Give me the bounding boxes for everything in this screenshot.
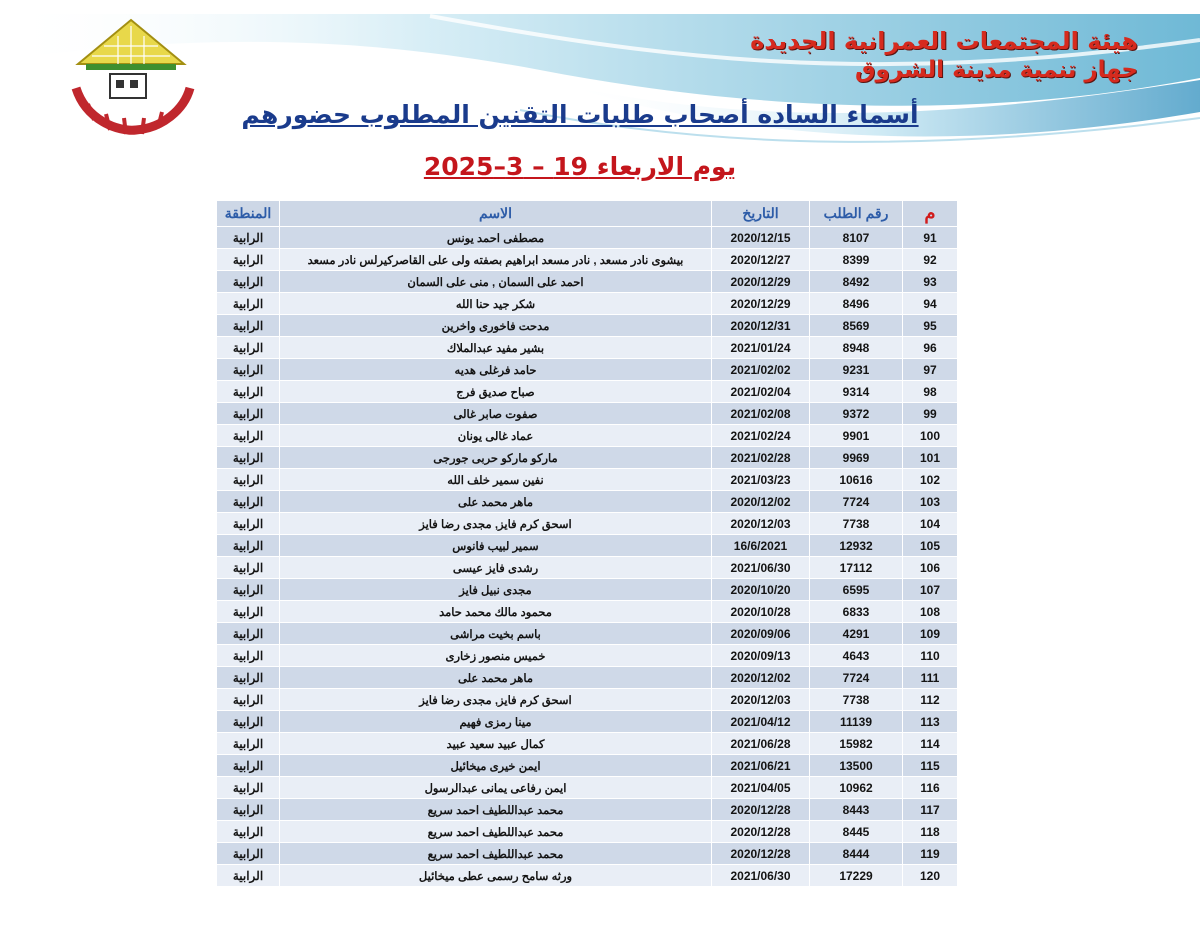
table-row xyxy=(217,227,958,249)
cell-date: 2020/12/28 xyxy=(712,821,810,843)
cell-request: 8399 xyxy=(810,249,903,271)
cell-region: الرابية xyxy=(217,425,280,447)
cell-name: ايمن رفاعى يمانى عبدالرسول xyxy=(280,777,712,799)
cell-region: الرابية xyxy=(217,821,280,843)
cell-request: 7738 xyxy=(810,513,903,535)
cell-name: احمد على السمان , منى على السمان xyxy=(280,271,712,293)
cell-num: 103 xyxy=(903,491,958,513)
cell-request: 8107 xyxy=(810,227,903,249)
cell-request: 8444 xyxy=(810,843,903,865)
cell-date: 2020/12/03 xyxy=(712,689,810,711)
cell-num: 120 xyxy=(903,865,958,887)
cell-request: 10962 xyxy=(810,777,903,799)
cell-date: 2020/12/28 xyxy=(712,843,810,865)
cell-request: 9372 xyxy=(810,403,903,425)
cell-date: 2020/10/20 xyxy=(712,579,810,601)
table-row xyxy=(217,315,958,337)
cell-name: خميس منصور زخارى xyxy=(280,645,712,667)
cell-request: 8496 xyxy=(810,293,903,315)
cell-request: 8443 xyxy=(810,799,903,821)
cell-num: 102 xyxy=(903,469,958,491)
cell-num: 91 xyxy=(903,227,958,249)
cell-region: الرابية xyxy=(217,469,280,491)
cell-name: سمير لبيب فانوس xyxy=(280,535,712,557)
cell-num: 92 xyxy=(903,249,958,271)
table-row xyxy=(217,359,958,381)
cell-date: 2021/06/21 xyxy=(712,755,810,777)
cell-request: 8569 xyxy=(810,315,903,337)
applicants-table xyxy=(216,200,958,887)
cell-num: 117 xyxy=(903,799,958,821)
table-row xyxy=(217,601,958,623)
cell-num: 111 xyxy=(903,667,958,689)
cell-date: 2020/12/28 xyxy=(712,799,810,821)
cell-num: 108 xyxy=(903,601,958,623)
cell-name: مجدى نبيل فايز xyxy=(280,579,712,601)
cell-date: 2020/12/31 xyxy=(712,315,810,337)
cell-name: نفين سمير خلف الله xyxy=(280,469,712,491)
table-row xyxy=(217,535,958,557)
org-name: هيئة المجتمعات العمرانية الجديدة xyxy=(750,27,1138,55)
cell-num: 96 xyxy=(903,337,958,359)
cell-date: 2020/12/02 xyxy=(712,667,810,689)
table-row xyxy=(217,293,958,315)
cell-region: الرابية xyxy=(217,359,280,381)
cell-num: 114 xyxy=(903,733,958,755)
cell-region: الرابية xyxy=(217,623,280,645)
cell-date: 2020/09/13 xyxy=(712,645,810,667)
cell-name: عماد غالى يونان xyxy=(280,425,712,447)
table-row xyxy=(217,667,958,689)
cell-date: 2021/02/24 xyxy=(712,425,810,447)
cell-num: 101 xyxy=(903,447,958,469)
cell-date: 2021/02/28 xyxy=(712,447,810,469)
cell-request: 9901 xyxy=(810,425,903,447)
table-row xyxy=(217,689,958,711)
cell-request: 9969 xyxy=(810,447,903,469)
cell-region: الرابية xyxy=(217,447,280,469)
cell-request: 11139 xyxy=(810,711,903,733)
table-row xyxy=(217,513,958,535)
cell-region: الرابية xyxy=(217,337,280,359)
cell-num: 109 xyxy=(903,623,958,645)
cell-request: 7724 xyxy=(810,667,903,689)
cell-num: 118 xyxy=(903,821,958,843)
table-row xyxy=(217,381,958,403)
cell-num: 107 xyxy=(903,579,958,601)
authority-logo xyxy=(66,16,196,136)
column-header-region: المنطقة xyxy=(217,201,280,227)
cell-date: 2021/06/30 xyxy=(712,557,810,579)
column-header-number: م xyxy=(903,201,958,227)
cell-request: 17229 xyxy=(810,865,903,887)
table-row xyxy=(217,821,958,843)
cell-region: الرابية xyxy=(217,799,280,821)
cell-request: 15982 xyxy=(810,733,903,755)
cell-name: شكر جيد حنا الله xyxy=(280,293,712,315)
cell-region: الرابية xyxy=(217,579,280,601)
cell-name: صباح صديق فرج xyxy=(280,381,712,403)
cell-name: محمد عبداللطيف احمد سريع xyxy=(280,799,712,821)
cell-name: مدحت فاخورى واخرين xyxy=(280,315,712,337)
cell-date: 2021/02/04 xyxy=(712,381,810,403)
cell-num: 116 xyxy=(903,777,958,799)
cell-name: كمال عبيد سعيد عبيد xyxy=(280,733,712,755)
table-row xyxy=(217,755,958,777)
cell-date: 2021/03/23 xyxy=(712,469,810,491)
cell-region: الرابية xyxy=(217,557,280,579)
cell-date: 2021/02/02 xyxy=(712,359,810,381)
cell-request: 12932 xyxy=(810,535,903,557)
cell-name: محمود مالك محمد حامد xyxy=(280,601,712,623)
cell-request: 8948 xyxy=(810,337,903,359)
column-header-name: الاسم xyxy=(280,201,712,227)
cell-date: 2021/02/08 xyxy=(712,403,810,425)
cell-request: 4643 xyxy=(810,645,903,667)
cell-request: 4291 xyxy=(810,623,903,645)
table-row xyxy=(217,777,958,799)
cell-num: 97 xyxy=(903,359,958,381)
cell-request: 8445 xyxy=(810,821,903,843)
table-row xyxy=(217,733,958,755)
cell-num: 99 xyxy=(903,403,958,425)
cell-region: الرابية xyxy=(217,227,280,249)
cell-region: الرابية xyxy=(217,491,280,513)
column-header-request: رقم الطلب xyxy=(810,201,903,227)
table-row xyxy=(217,843,958,865)
cell-region: الرابية xyxy=(217,667,280,689)
branch-name: جهاز تنمية مدينة الشروق xyxy=(854,57,1138,83)
cell-date: 2020/10/28 xyxy=(712,601,810,623)
table-row xyxy=(217,469,958,491)
column-header-date: التاريخ xyxy=(712,201,810,227)
cell-date: 2021/06/30 xyxy=(712,865,810,887)
cell-num: 115 xyxy=(903,755,958,777)
page-title: أسماء الساده أصحاب طلبات التقنين المطلوب حضورهم xyxy=(241,100,919,129)
cell-request: 13500 xyxy=(810,755,903,777)
cell-num: 100 xyxy=(903,425,958,447)
meeting-date: يوم الاربعاء 19 – 3–2025 xyxy=(423,152,737,181)
cell-name: بيشوى نادر مسعد , نادر مسعد ابراهيم بصفته ولى على القاصركيرلس نادر مسعد xyxy=(280,249,712,271)
cell-name: مينا رمزى فهيم xyxy=(280,711,712,733)
cell-num: 104 xyxy=(903,513,958,535)
cell-request: 10616 xyxy=(810,469,903,491)
cell-region: الرابية xyxy=(217,777,280,799)
cell-request: 9314 xyxy=(810,381,903,403)
cell-num: 94 xyxy=(903,293,958,315)
cell-name: اسحق كرم فايز, مجدى رضا فايز xyxy=(280,689,712,711)
cell-region: الرابية xyxy=(217,403,280,425)
cell-num: 98 xyxy=(903,381,958,403)
cell-request: 8492 xyxy=(810,271,903,293)
cell-region: الرابية xyxy=(217,381,280,403)
cell-date: 2021/04/12 xyxy=(712,711,810,733)
cell-num: 105 xyxy=(903,535,958,557)
cell-name: ورثه سامح رسمى عطى ميخائيل xyxy=(280,865,712,887)
cell-region: الرابية xyxy=(217,755,280,777)
table-row xyxy=(217,711,958,733)
cell-region: الرابية xyxy=(217,689,280,711)
table-row xyxy=(217,799,958,821)
cell-region: الرابية xyxy=(217,843,280,865)
table-row xyxy=(217,271,958,293)
cell-request: 7738 xyxy=(810,689,903,711)
cell-region: الرابية xyxy=(217,733,280,755)
table-row xyxy=(217,579,958,601)
cell-request: 9231 xyxy=(810,359,903,381)
cell-num: 106 xyxy=(903,557,958,579)
cell-name: مصطفى احمد يونس xyxy=(280,227,712,249)
cell-region: الرابية xyxy=(217,315,280,337)
cell-num: 93 xyxy=(903,271,958,293)
cell-date: 2020/12/29 xyxy=(712,271,810,293)
cell-region: الرابية xyxy=(217,293,280,315)
cell-region: الرابية xyxy=(217,865,280,887)
table-row xyxy=(217,491,958,513)
cell-request: 6595 xyxy=(810,579,903,601)
cell-name: رشدى فايز عيسى xyxy=(280,557,712,579)
cell-region: الرابية xyxy=(217,513,280,535)
table-row xyxy=(217,249,958,271)
cell-region: الرابية xyxy=(217,601,280,623)
table-row xyxy=(217,337,958,359)
cell-num: 112 xyxy=(903,689,958,711)
cell-date: 2020/12/03 xyxy=(712,513,810,535)
cell-date: 2020/09/06 xyxy=(712,623,810,645)
cell-name: ماركو ماركو حربى جورجى xyxy=(280,447,712,469)
cell-num: 95 xyxy=(903,315,958,337)
cell-name: ماهر محمد على xyxy=(280,667,712,689)
table-row xyxy=(217,623,958,645)
cell-name: صفوت صابر غالى xyxy=(280,403,712,425)
table-row xyxy=(217,557,958,579)
cell-date: 2020/12/29 xyxy=(712,293,810,315)
table-row xyxy=(217,403,958,425)
cell-region: الرابية xyxy=(217,645,280,667)
cell-name: اسحق كرم فايز, مجدى رضا فايز xyxy=(280,513,712,535)
cell-name: ايمن خيرى ميخائيل xyxy=(280,755,712,777)
cell-name: باسم بخيت مراشى xyxy=(280,623,712,645)
table-row xyxy=(217,447,958,469)
cell-date: 16/6/2021 xyxy=(712,535,810,557)
table-row xyxy=(217,645,958,667)
cell-request: 6833 xyxy=(810,601,903,623)
organization-heading xyxy=(718,26,1138,84)
cell-name: محمد عبداللطيف احمد سريع xyxy=(280,821,712,843)
cell-name: بشير مفيد عبدالملاك xyxy=(280,337,712,359)
table-row xyxy=(217,425,958,447)
table-header-row xyxy=(217,201,958,227)
cell-region: الرابية xyxy=(217,711,280,733)
cell-date: 2020/12/15 xyxy=(712,227,810,249)
cell-date: 2020/12/02 xyxy=(712,491,810,513)
cell-request: 17112 xyxy=(810,557,903,579)
cell-name: محمد عبداللطيف احمد سريع xyxy=(280,843,712,865)
cell-num: 119 xyxy=(903,843,958,865)
cell-num: 110 xyxy=(903,645,958,667)
cell-region: الرابية xyxy=(217,249,280,271)
cell-name: حامد فرغلى هديه xyxy=(280,359,712,381)
cell-request: 7724 xyxy=(810,491,903,513)
cell-date: 2021/06/28 xyxy=(712,733,810,755)
cell-date: 2021/01/24 xyxy=(712,337,810,359)
table-row xyxy=(217,865,958,887)
cell-region: الرابية xyxy=(217,535,280,557)
cell-region: الرابية xyxy=(217,271,280,293)
cell-date: 2021/04/05 xyxy=(712,777,810,799)
cell-date: 2020/12/27 xyxy=(712,249,810,271)
cell-name: ماهر محمد على xyxy=(280,491,712,513)
cell-num: 113 xyxy=(903,711,958,733)
